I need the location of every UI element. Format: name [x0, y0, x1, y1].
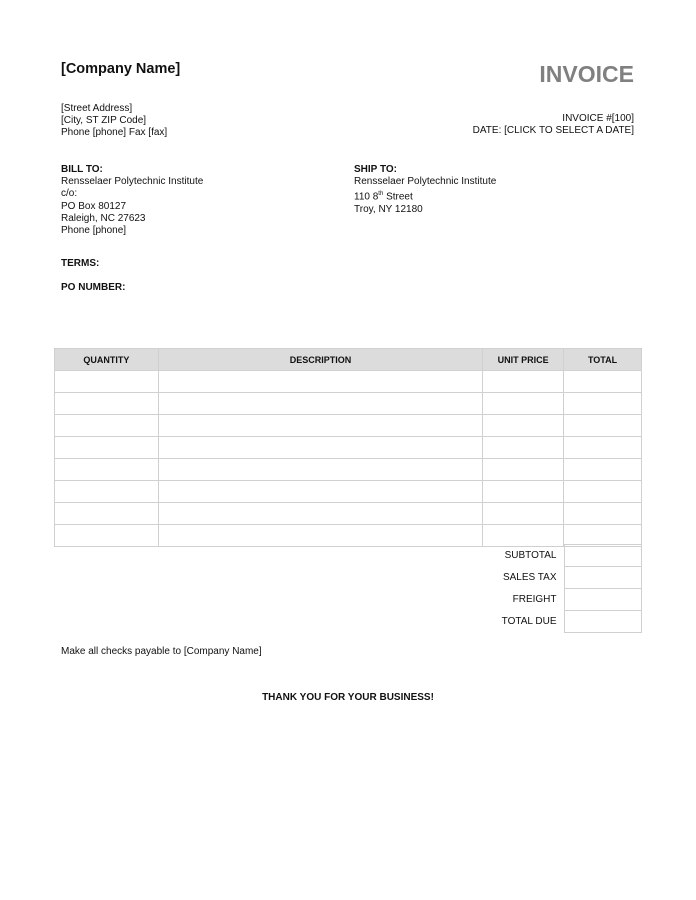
- cell-total[interactable]: [564, 459, 642, 481]
- cell-quantity[interactable]: [55, 459, 159, 481]
- cell-unit-price[interactable]: [483, 459, 564, 481]
- totals-row: [483, 611, 642, 633]
- cell-total[interactable]: [564, 503, 642, 525]
- totals-value[interactable]: [564, 589, 642, 611]
- cell-description[interactable]: [158, 459, 482, 481]
- cell-description[interactable]: [158, 371, 482, 393]
- ship-to-label: SHIP TO:: [354, 164, 397, 175]
- cell-quantity[interactable]: [55, 371, 159, 393]
- cell-quantity[interactable]: [55, 481, 159, 503]
- checks-payable-note: Make all checks payable to [Company Name]: [61, 646, 262, 657]
- cell-unit-price[interactable]: [483, 415, 564, 437]
- bill-to-line: Phone [phone]: [61, 225, 127, 237]
- cell-unit-price[interactable]: [483, 393, 564, 415]
- invoice-meta: [473, 113, 634, 137]
- invoice-date[interactable]: DATE: [CLICK TO SELECT A DATE]: [472, 125, 634, 137]
- cell-quantity[interactable]: [55, 415, 159, 437]
- street-number: 110 8: [354, 191, 379, 203]
- company-name: [Company Name]: [61, 61, 181, 77]
- bill-to-line: Raleigh, NC 27623: [61, 212, 146, 224]
- cell-description[interactable]: [158, 437, 482, 459]
- bill-to-line: c/o:: [61, 188, 78, 200]
- bill-to-line: PO Box 80127: [61, 200, 127, 212]
- table-row: [55, 415, 642, 437]
- invoice-number: INVOICE #[100]: [562, 113, 634, 124]
- terms-label: TERMS:: [61, 258, 100, 269]
- table-row: [55, 503, 642, 525]
- column-unit-price: UNIT PRICE: [483, 349, 564, 371]
- column-total: TOTAL: [564, 349, 642, 371]
- cell-description[interactable]: [158, 393, 482, 415]
- totals-label: SALES TAX: [502, 572, 557, 583]
- column-description: DESCRIPTION: [158, 349, 482, 371]
- ordinal-suffix: th: [378, 191, 384, 198]
- cell-total[interactable]: [564, 481, 642, 503]
- street-address: [Street Address]: [61, 103, 133, 114]
- column-quantity: QUANTITY: [55, 349, 159, 371]
- totals-row: [483, 567, 642, 589]
- totals-row: [483, 545, 642, 567]
- cell-description[interactable]: [158, 503, 482, 525]
- ship-to: [354, 164, 496, 216]
- city-state-zip: [City, ST ZIP Code]: [61, 115, 147, 127]
- cell-total[interactable]: [564, 371, 642, 393]
- totals-label: TOTAL DUE: [501, 616, 557, 627]
- line-items-table: [54, 348, 642, 547]
- cell-description[interactable]: [158, 415, 482, 437]
- table-header: [55, 349, 642, 371]
- cell-quantity[interactable]: [55, 437, 159, 459]
- invoice-title: INVOICE: [539, 61, 634, 87]
- bill-to-label: BILL TO:: [61, 164, 103, 175]
- table-row: [55, 393, 642, 415]
- street-name: Street: [383, 191, 413, 203]
- cell-unit-price[interactable]: [483, 503, 564, 525]
- cell-description[interactable]: [158, 481, 482, 503]
- cell-unit-price[interactable]: [483, 437, 564, 459]
- ship-to-name: Rensselaer Polytechnic Institute: [354, 176, 497, 188]
- totals-value[interactable]: [564, 611, 642, 633]
- table-row: [55, 437, 642, 459]
- cell-total[interactable]: [564, 393, 642, 415]
- cell-description[interactable]: [158, 525, 482, 547]
- cell-quantity[interactable]: [55, 393, 159, 415]
- bill-to: [61, 164, 203, 237]
- totals-label: SUBTOTAL: [504, 550, 557, 561]
- cell-unit-price[interactable]: [483, 481, 564, 503]
- phone-fax: Phone [phone] Fax [fax]: [61, 127, 168, 139]
- po-number-label: PO NUMBER:: [61, 282, 126, 293]
- cell-quantity[interactable]: [55, 525, 159, 547]
- table-row: [55, 459, 642, 481]
- table-row: [55, 371, 642, 393]
- table-row: [55, 481, 642, 503]
- cell-quantity[interactable]: [55, 503, 159, 525]
- totals-row: [483, 589, 642, 611]
- totals-label: FREIGHT: [512, 594, 557, 605]
- bill-to-line: Rensselaer Polytechnic Institute: [61, 176, 204, 188]
- company-address: [61, 103, 167, 140]
- ship-to-street: [354, 188, 496, 204]
- ship-to-city: Troy, NY 12180: [354, 203, 423, 215]
- totals-value[interactable]: [564, 545, 642, 567]
- thank-you-message: THANK YOU FOR YOUR BUSINESS!: [262, 692, 434, 703]
- cell-total[interactable]: [564, 437, 642, 459]
- cell-total[interactable]: [564, 415, 642, 437]
- totals-table: [483, 544, 642, 633]
- cell-unit-price[interactable]: [483, 371, 564, 393]
- totals-value[interactable]: [564, 567, 642, 589]
